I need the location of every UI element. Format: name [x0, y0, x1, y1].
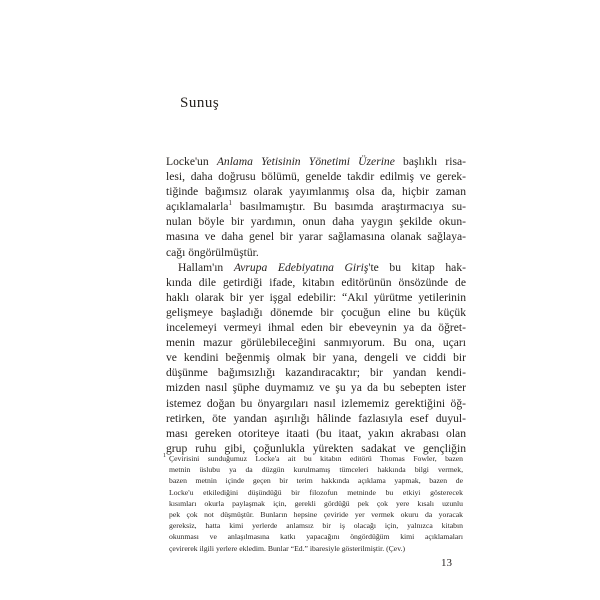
body-line: kında dile getirdiği ifade, kitabın editörünün önsözünde de [166, 275, 466, 289]
footnote-line: okunması ve anlaşılmasına katkı yapacağını öngördüğüm kimi açıklamaları [169, 532, 463, 542]
section-heading: Sunuş [180, 95, 220, 111]
body-line: düşünme bağımsızlığı kazandıracaktır; bir yandan kendi- [166, 366, 466, 380]
footnote-marker: 1 [163, 453, 166, 459]
body-line: nulan böyle bir yardımın, onun daha yaygın şekilde okun- [166, 215, 466, 229]
footnote-line: metnin üslubu ya da düzgün kurulmamış tümceleri hakkında bilgi vermek, [169, 465, 463, 475]
body-line: cağı öngörülmüştür. [166, 245, 259, 259]
body-line: lesi, daha doğrusu bölümü, genelde takdir edilmiş ve gerek- [166, 170, 466, 184]
footnote-line: Locke'u etkilediğini düşündüğü bir filozofun metninde bu etkiyi gösterecek [169, 487, 463, 497]
footnote-line: çevirerek ilgili yerlere ekledim. Bunlar “Ed.” ibaresiyle gösterilmiştir. (Çev.) [169, 543, 406, 553]
body-line: menin mazur görülebileceğini sanmıyorum. Bu ona, uçarı [166, 336, 466, 350]
footnote [163, 453, 463, 554]
body-line: ve kendini beğenmiş olmak bir yana, dengeli ve ciddi bir [166, 351, 466, 365]
footnote-line: gereksiz, hatta kimi yerlerde anlamsız bir iş olacağı için, yalnızca kitabın [169, 521, 463, 531]
body-line: ması gereken otoriteye itaati (bu itaat, yakın akrabası olan [166, 426, 466, 440]
body-line: Hallam'ın Avrupa Edebiyatına Giriş'te bu kitap hak- [178, 260, 466, 274]
footnote-line: Çevirisini sunduğumuz Locke'a ait bu kitabın editörü Thomas Fowler, bazen [169, 454, 463, 463]
body-text [166, 154, 466, 456]
body-line: istemez doğan bu önyargıları nasıl izlememiz gerektiğini öğ- [166, 396, 466, 410]
footnote-line: bazen metnin içinde geçen bir terim hakkında açıklama yapmak, bazen de [169, 476, 463, 486]
body-line: mizden nasıl şüphe duymamız ve şu ya da bu sebepten ister [166, 381, 466, 395]
footnote-line: pek çok not düşmüştür. Bunların hepsine çeviride yer vermek okuru da yoracak [169, 510, 463, 520]
body-line: grup ruhu gibi, çoğunlukla yürekten sadakat ve gençliğin [166, 441, 466, 455]
body-line: haklı olarak bir yer işgal edebilir: “Akıl yürütme yetilerinin [166, 290, 466, 304]
body-line: tiğinde bağımsız olarak yayımlanmış olsa da, hiçbir zaman [166, 185, 466, 199]
italic-title: Avrupa Edebiyatına Giriş [233, 260, 369, 274]
body-line: Locke'un Anlama Yetisinin Yönetimi Üzerine başlıklı risa- [166, 155, 466, 168]
body-line: masına ve daha genel bir yarar sağlamasına olanak sağlaya- [166, 230, 466, 244]
body-line: gelişmeye başladığı dönemde bir çocuğun eline bu küçük [166, 305, 466, 319]
footnote-line: kısımları okurla paylaşmak için, gerekli gördüğü pek çok yere kısalı uzunlu [169, 498, 463, 508]
body-line: retirken, öte yandan aşırılığı hâlinde fazlasıyla esef duyul- [166, 411, 466, 425]
italic-title: Anlama Yetisinin Yönetimi Üzerine [216, 155, 395, 168]
body-line: incelemeyi vermeyi ihmal eden bir ebeveynin ya da öğret- [166, 321, 466, 335]
page-number: 13 [441, 557, 452, 569]
body-line: açıklamalarla$^1$ basılmamıştır. Bu basımda araştırmacıya su- [166, 199, 466, 214]
footnote-reference: 1 [228, 199, 232, 208]
